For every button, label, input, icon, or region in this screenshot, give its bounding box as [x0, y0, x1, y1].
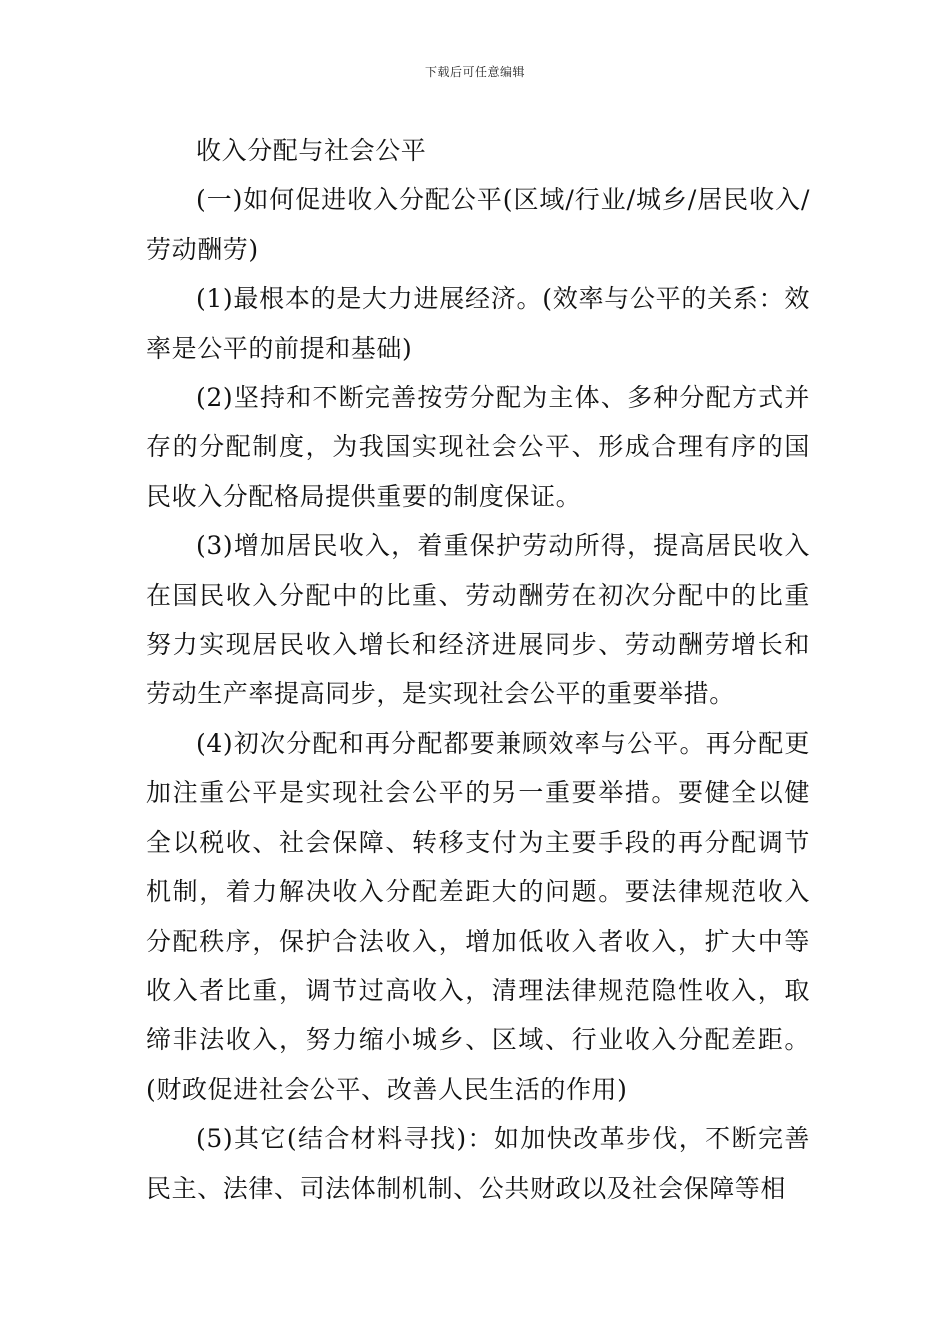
- paragraph-4: (3)增加居民收入，着重保护劳动所得，提高居民收入在国民收入分配中的比重、劳动酬劳在初次分配中的比重努力实现居民收入增长和经济进展同步、劳动酬劳增长和劳动生产率提高同步，是实现社会公平的重要举措。: [146, 531, 810, 709]
- paragraph-2: (1)最根本的是大力进展经济。(效率与公平的关系：效率是公平的前提和基础): [146, 284, 810, 363]
- paragraph-6: (5)其它(结合材料寻找)：如加快改革步伐，不断完善民主、法律、司法体制机制、公共财政以及社会保障等相: [146, 1124, 810, 1203]
- paragraph-3: (2)坚持和不断完善按劳分配为主体、多种分配方式并存的分配制度，为我国实现社会公平、形成合理有序的国民收入分配格局提供重要的制度保证。: [146, 383, 810, 511]
- document-body: [146, 126, 810, 1213]
- document-title: 收入分配与社会公平: [196, 136, 427, 165]
- paragraph-1: (一)如何促进收入分配公平(区域/行业/城乡/居民收入/劳动酬劳): [146, 185, 810, 264]
- paragraph-5: (4)初次分配和再分配都要兼顾效率与公平。再分配更加注重公平是实现社会公平的另一重要举措。要健全以健全以税收、社会保障、转移支付为主要手段的再分配调节机制，着力解决收入分配差距大的问题。要法律规范收入分配秩序，保护合法收入，增加低收入者收入，扩大中等收入者比重，调节过高收入，清理法律规范隐性收入，取缔非法收入，努力缩小城乡、区域、行业收入分配差距。(财政促进社会公平、改善人民生活的作用): [146, 728, 810, 1104]
- page-header: 下载后可任意编辑: [424, 65, 525, 79]
